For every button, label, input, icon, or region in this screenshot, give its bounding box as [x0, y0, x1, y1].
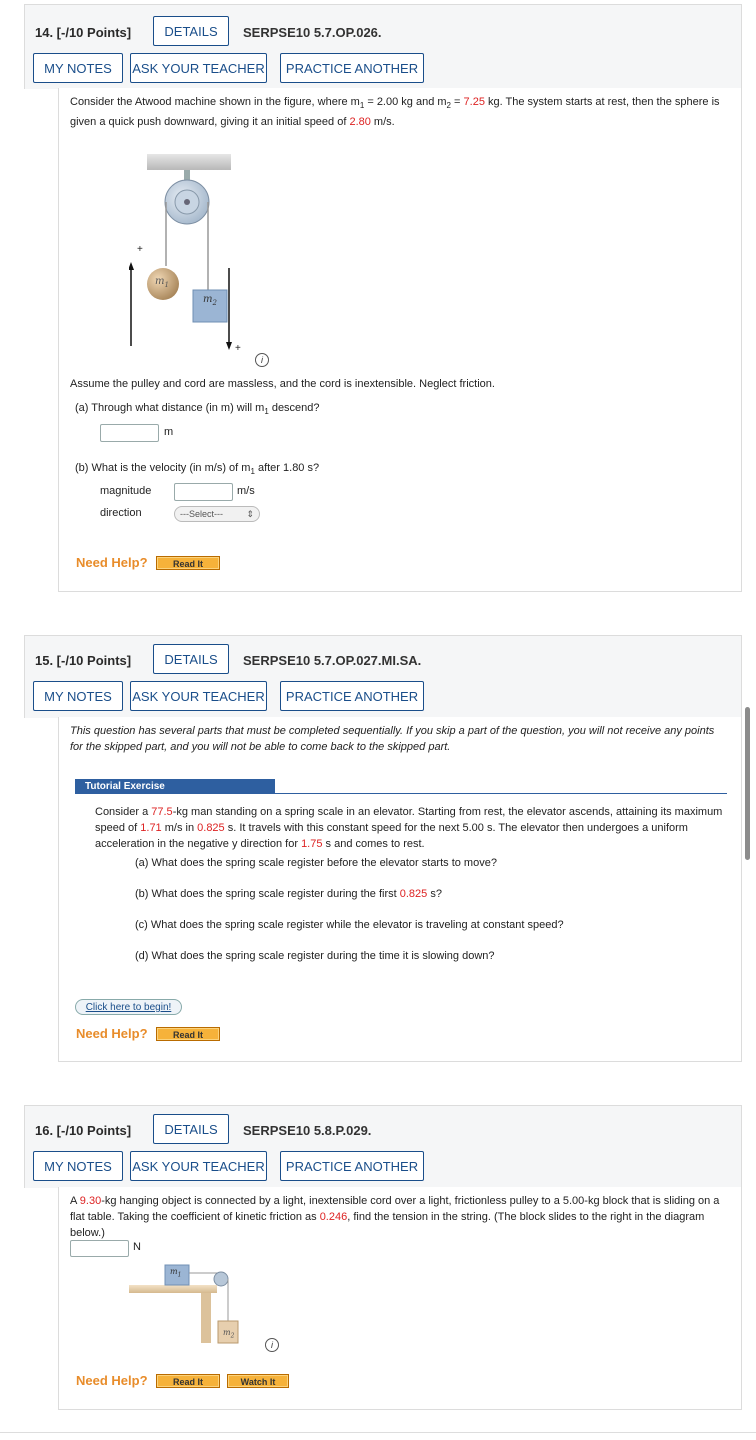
q14-intro-segment: m/s.: [370, 116, 395, 129]
q16-details-button[interactable]: DETAILS: [153, 1114, 229, 1144]
q14-intro-segment: 7.25: [463, 96, 485, 108]
q14-intro-segment: 2.80: [349, 116, 371, 129]
q14-details-button[interactable]: DETAILS: [153, 16, 229, 46]
q14-intro-segment: 1: [359, 101, 365, 111]
scrollbar-thumb[interactable]: [745, 707, 750, 860]
q14-intro-segment: kg. The system starts at rest, then the sphere is given a quick push downward, giving it an initial speed of: [70, 96, 720, 129]
q15-need-help: Need Help?: [76, 1026, 148, 1041]
q14-magnitude-label: magnitude: [100, 485, 152, 497]
q16-problem-text: A 9.30-kg hanging object is connected by a light, inextensible cord over a light, frictionless pulley to a 5.00-kg block that is sliding on a flat table. Taking the coefficient of kinetic friction as 0.246, find the tension in the string. (The block slides to the right in the diagram below.): [70, 1195, 720, 1239]
q14-intro-segment: = 2.00 kg and m: [364, 96, 447, 108]
q16-need-help: Need Help?: [76, 1373, 148, 1388]
q16-header: [24, 1105, 742, 1188]
q14-part-a-input[interactable]: [100, 424, 159, 442]
q14-intro-segment: =: [450, 96, 464, 108]
tutorial-exercise-bar: Tutorial Exercise: [75, 779, 275, 794]
q14-number: 14. [-/10 Points]: [35, 25, 132, 40]
q14-magnitude-unit: m/s: [237, 485, 255, 497]
q14-direction-select[interactable]: ---Select--- ⇕: [174, 506, 260, 522]
q16-fig-m1-label: $m_1$: [170, 1267, 182, 1279]
q14-practice-another-button[interactable]: PRACTICE ANOTHER: [280, 53, 424, 83]
q15-begin-button[interactable]: Click here to begin!: [75, 999, 182, 1015]
q15-part-d: (d) What does the spring scale register during the time it is slowing down?: [135, 950, 495, 962]
q16-tension-unit: N: [133, 1241, 141, 1253]
q16-ask-teacher-button[interactable]: ASK YOUR TEACHER: [130, 1151, 267, 1181]
q14-magnitude-input[interactable]: [174, 483, 233, 501]
q14-part-b-label: (b) What is the velocity (in m/s) of $m_1$ after 1.80 s?: [75, 462, 320, 477]
q14-my-notes-button[interactable]: MY NOTES: [33, 53, 123, 83]
q16-my-notes-button[interactable]: MY NOTES: [33, 1151, 123, 1181]
fig-plus-down: +: [235, 343, 241, 354]
fig-m1-label: $m_1$: [155, 276, 169, 289]
q14-body: [58, 88, 742, 592]
q14-part-a-label: (a) Through what distance (in m) will $m_1$ descend?: [75, 402, 320, 417]
q15-part-b: (b) What does the spring scale register during the first 0.825 s?: [135, 888, 442, 900]
q14-direction-label: direction: [100, 507, 142, 519]
fig-m2-label: $m_2$: [203, 294, 217, 307]
q15-my-notes-button[interactable]: MY NOTES: [33, 681, 123, 711]
q14-intro-text: [70, 94, 720, 130]
q15-part-a: (a) What does the spring scale register before the elevator starts to move?: [135, 857, 497, 869]
q14-ask-teacher-button[interactable]: ASK YOUR TEACHER: [130, 53, 267, 83]
fig-plus-up: +: [137, 244, 143, 255]
q14-intro-segment: 2: [446, 101, 451, 111]
q15-number: 15. [-/10 Points]: [35, 653, 132, 668]
q15-warning-text: This question has several parts that must be completed sequentially. If you skip a part of the question, you will not receive any points for the skipped part, and you will not be able to come back to the skipped part.: [70, 725, 715, 753]
q16-code: SERPSE10 5.8.P.029.: [243, 1123, 372, 1138]
page-bottom-divider: [0, 1432, 756, 1433]
q16-watch-it-button[interactable]: Watch It: [227, 1374, 289, 1388]
q14-part-a-unit: m: [164, 426, 174, 438]
q15-body: [58, 717, 742, 1062]
tutorial-divider: [75, 793, 727, 794]
q14-intro-segment: Consider the Atwood machine shown in the figure, where m: [70, 96, 360, 108]
q16-read-it-button[interactable]: Read It: [156, 1374, 220, 1388]
info-icon[interactable]: i: [255, 353, 269, 367]
q15-ask-teacher-button[interactable]: ASK YOUR TEACHER: [130, 681, 267, 711]
q15-practice-another-button[interactable]: PRACTICE ANOTHER: [280, 681, 424, 711]
q14-read-it-button[interactable]: Read It: [156, 556, 220, 570]
q15-header: [24, 635, 742, 718]
q14-assume-text: Assume the pulley and cord are massless, and the cord is inextensible. Neglect friction.: [70, 378, 495, 390]
chevron-updown-icon: ⇕: [246, 509, 254, 519]
q16-number: 16. [-/10 Points]: [35, 1123, 132, 1138]
q15-part-c: (c) What does the spring scale register while the elevator is traveling at constant speed?: [135, 919, 564, 931]
q15-code: SERPSE10 5.7.OP.027.MI.SA.: [243, 653, 422, 668]
q16-info-icon[interactable]: i: [265, 1338, 279, 1352]
q16-practice-another-button[interactable]: PRACTICE ANOTHER: [280, 1151, 424, 1181]
q15-details-button[interactable]: DETAILS: [153, 644, 229, 674]
q14-code: SERPSE10 5.7.OP.026.: [243, 25, 382, 40]
q14-header: [24, 4, 742, 89]
q16-fig-m2-label: $m_2$: [223, 1328, 235, 1340]
atwood-machine-figure: [129, 150, 259, 365]
q15-read-it-button[interactable]: Read It: [156, 1027, 220, 1041]
q16-body: [58, 1187, 742, 1410]
q16-tension-input[interactable]: [70, 1240, 129, 1257]
q15-problem-text: Consider a 77.5-kg man standing on a spring scale in an elevator. Starting from rest, the elevator ascends, attaining its maximum speed of 1.71 m/s in 0.825 s. It travels with this constant speed for the next 5.00 s. The elevator then undergoes a uniform acceleration in the negative y direction for 1.75 s and comes to rest.: [95, 806, 723, 850]
q14-need-help: Need Help?: [76, 555, 148, 570]
